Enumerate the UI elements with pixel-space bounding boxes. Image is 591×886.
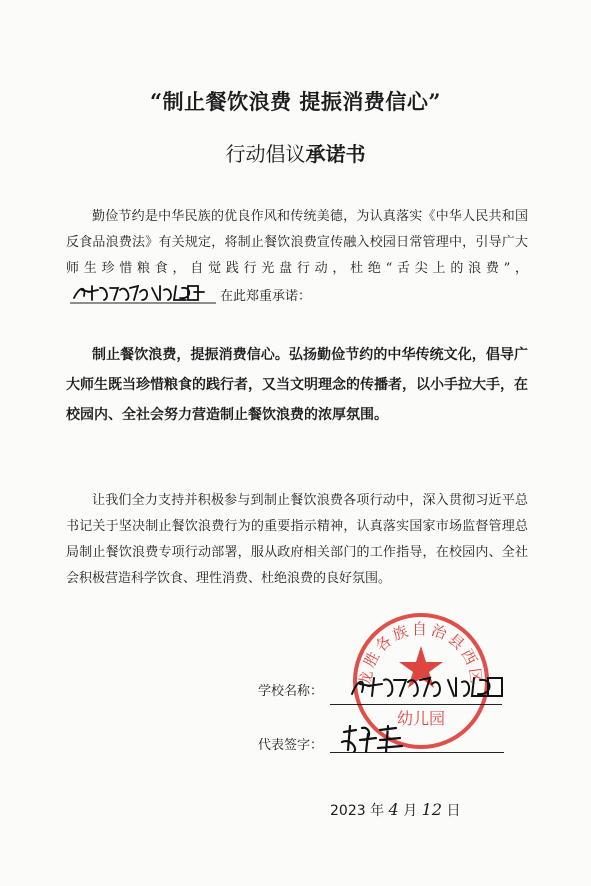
subtitle-prefix: 行动倡议: [225, 142, 306, 166]
paragraph-call-to-action: 让我们全力支持并积极参与到制止餐饮浪费各项行动中，深入贯彻习近平总书记关于坚决制止餐饮浪费行为的重要指示精神，认真落实国家市场监督管理总局制止餐饮浪费专项行动部署，服从政府相关部门的工作指导，在校园内、全社会积极营造科学饮食、理性消费、杜绝浪费的良好氛围。: [66, 493, 528, 586]
date-day: 12: [421, 800, 442, 819]
intro-text-end: 在此郑重承诺：: [220, 289, 312, 304]
date-year-unit: 年: [370, 803, 385, 819]
date-year: 2023: [330, 803, 366, 819]
seal-text: 龙胜各族自治县西区: [356, 620, 486, 688]
paragraph-pledge: 制止餐饮浪费，提振消费信心。弘扬勤俭节约的中华传统文化，倡导广大师生既当珍惜粮食的践行者，又当文明理念的传播者，以小手拉大手，在校园内、全社会努力营造制止餐饮浪费的浓厚氛围。: [66, 347, 528, 423]
representative-label: 代表签字：: [258, 738, 324, 753]
handwritten-school-name-inline: [70, 282, 216, 304]
school-name-label: 学校名称：: [258, 684, 324, 699]
date-month: 4: [388, 800, 399, 819]
seal-bottom-text: 幼儿园: [396, 709, 446, 728]
subtitle-bold: 承诺书: [305, 142, 366, 166]
paragraph-intro: [66, 204, 528, 310]
handwritten-school-name: [348, 672, 508, 702]
document-title: “制止餐饮浪费 提振消费信心”: [150, 89, 441, 114]
handwritten-representative-signature: [340, 722, 420, 756]
document-subtitle: [0, 138, 591, 167]
date-day-unit: 日: [446, 803, 461, 819]
date-month-unit: 月: [403, 803, 418, 819]
intro-text: 勤俭节约是中华民族的优良作风和传统美德，为认真落实《中华人民共和国反食品浪费法》有关规定，将制止餐饮浪费宣传融入校园日常管理中，引导广大师生珍惜粮食，自觉践行光盘行动，杜绝“舌尖上的浪费”，: [66, 209, 528, 276]
school-name-line: [330, 704, 502, 705]
representative-line: [330, 752, 504, 753]
signing-date: [330, 800, 460, 820]
